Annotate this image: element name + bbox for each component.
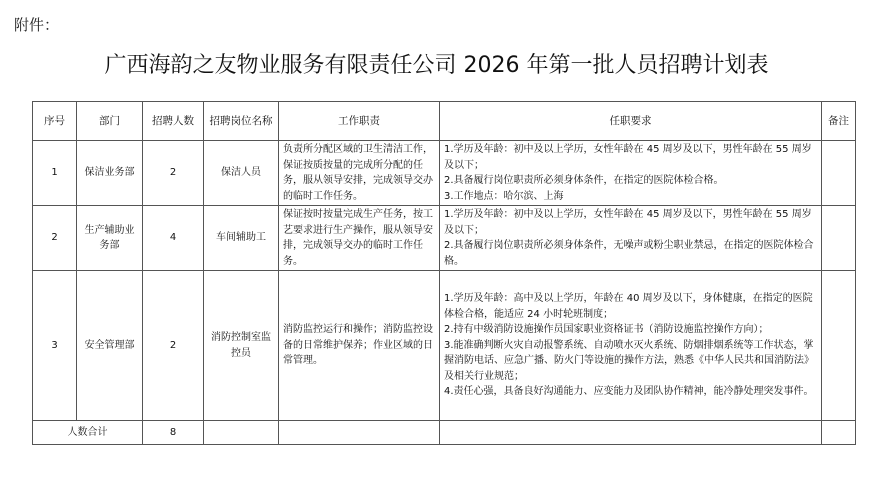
empty-cell	[822, 421, 856, 445]
cell-requirements	[440, 206, 822, 271]
cell-position: 消防控制室监控员	[204, 271, 279, 421]
cell-position: 车间辅助工	[204, 206, 279, 271]
header-requirements: 任职要求	[440, 102, 822, 141]
cell-dept: 生产辅助业务部	[77, 206, 143, 271]
requirement-item: 2.持有中级消防设施操作员国家职业资格证书（消防设施监控操作方向）；	[444, 324, 769, 336]
cell-requirements	[440, 141, 822, 206]
total-row	[33, 421, 856, 445]
requirement-item: 2.具备履行岗位职责所必须身体条件，无噪声或粉尘职业禁忌，在指定的医院体检合格。	[444, 240, 814, 267]
requirement-item: 2.具备履行岗位职责所必须身体条件，在指定的医院体检合格。	[444, 175, 724, 186]
cell-duties: 负责所分配区域的卫生清洁工作，保证按质按量的完成所分配的任务，服从领导安排，完成领导交办的临时工作任务。	[279, 141, 440, 206]
cell-remarks	[822, 141, 856, 206]
requirement-item: 3.工作地点：哈尔滨、上海	[444, 190, 564, 202]
table-row	[33, 271, 856, 421]
cell-remarks	[822, 206, 856, 271]
empty-cell	[440, 421, 822, 445]
header-dept: 部门	[77, 102, 143, 141]
total-label: 人数合计	[33, 421, 143, 445]
header-count: 招聘人数	[143, 102, 204, 141]
page-title: 广西海韵之友物业服务有限责任公司 2026 年第一批人员招聘计划表	[104, 53, 769, 78]
cell-position: 保洁人员	[204, 141, 279, 206]
cell-count: 4	[143, 206, 204, 271]
cell-requirements	[440, 271, 822, 421]
requirement-item: 1.学历及年龄：高中及以上学历，年龄在 40 周岁及以下，身体健康，在指定的医院体检合格，能适应 24 小时轮班制度；	[444, 293, 813, 320]
requirement-item: 1.学历及年龄：初中及以上学历，女性年龄在 45 周岁及以下，男性年龄在 55 周岁及以下；	[444, 144, 812, 171]
requirement-item: 3.能准确判断火灾自动报警系统、自动喷水灭火系统、防烟排烟系统等工作状态，掌握消防电话、应急广播、防火门等设施的操作方法，熟悉《中华人民共和国消防法》及相关行业规范；	[444, 339, 814, 382]
table-row	[33, 206, 856, 271]
cell-dept: 安全管理部	[77, 271, 143, 421]
cell-seq: 1	[33, 141, 77, 206]
table-row	[33, 141, 856, 206]
empty-cell	[279, 421, 440, 445]
header-position: 招聘岗位名称	[204, 102, 279, 141]
recruitment-plan-table	[32, 101, 856, 445]
cell-seq: 3	[33, 271, 77, 421]
requirement-item: 4.责任心强，具备良好沟通能力、应变能力及团队协作精神，能冷静处理突发事件。	[444, 386, 814, 398]
cell-count: 2	[143, 271, 204, 421]
header-duties: 工作职责	[279, 102, 440, 141]
cell-duties: 消防监控运行和操作；消防监控设备的日常维护保养；作业区域的日常管理。	[279, 271, 440, 421]
requirement-item: 1.学历及年龄：初中及以上学历，女性年龄在 45 周岁及以下，男性年龄在 55 周岁及以下；	[444, 209, 812, 236]
empty-cell	[204, 421, 279, 445]
header-seq: 序号	[33, 102, 77, 141]
cell-seq: 2	[33, 206, 77, 271]
cell-count: 2	[143, 141, 204, 206]
cell-remarks	[822, 271, 856, 421]
total-count: 8	[143, 421, 204, 445]
cell-dept: 保洁业务部	[77, 141, 143, 206]
attachment-label: 附件：	[14, 16, 60, 34]
header-remarks: 备注	[822, 102, 856, 141]
table-header-row	[33, 102, 856, 141]
cell-duties: 保证按时按量完成生产任务，按工艺要求进行生产操作，服从领导安排，完成领导交办的临时工作任务。	[279, 206, 440, 271]
